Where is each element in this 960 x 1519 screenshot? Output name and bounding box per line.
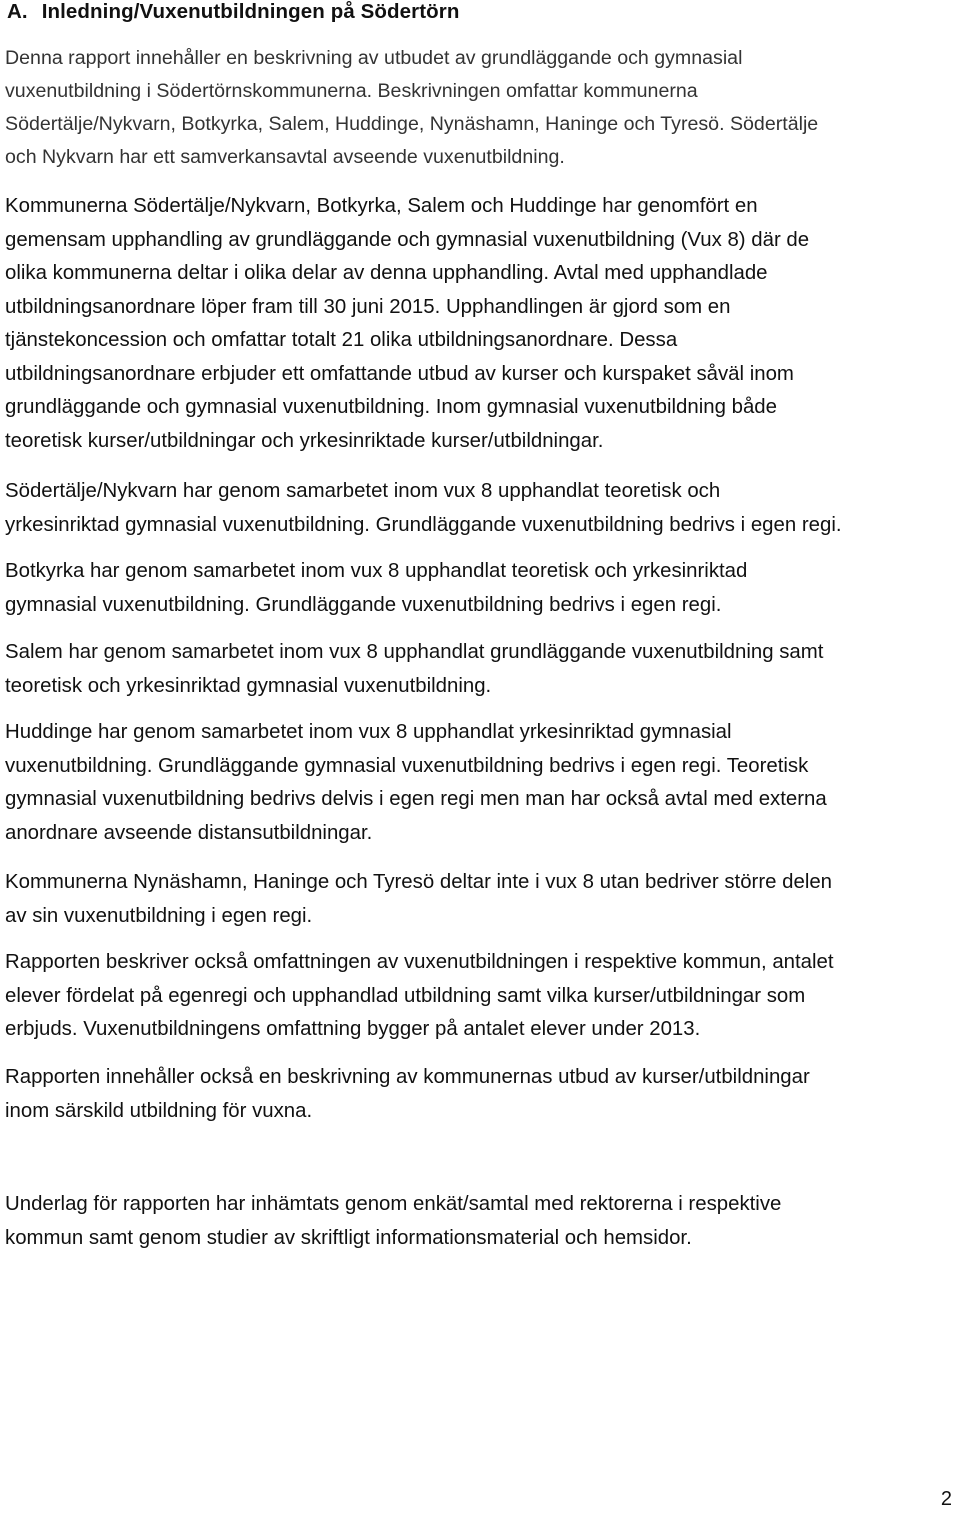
paragraph-line: vuxenutbildning i Södertörnskommunerna. Beskrivningen omfattar kommunerna xyxy=(5,80,698,102)
paragraph-line: anordnare avseende distansutbildningar. xyxy=(5,821,373,844)
paragraph-line: elever fördelat på egenregi och upphandlad utbildning samt vilka kurser/utbildningar som xyxy=(5,984,806,1007)
paragraph-line: grundläggande och gymnasial vuxenutbildning. Inom gymnasial vuxenutbildning både xyxy=(5,396,777,418)
paragraph-line: kommun samt genom studier av skriftligt informationsmaterial och hemsidor. xyxy=(5,1226,692,1249)
paragraph-botkyrka xyxy=(5,555,960,622)
paragraph-line: Södertälje/Nykvarn har genom samarbetet inom vux 8 upphandlat teoretisk och xyxy=(5,480,721,502)
paragraph-line: vuxenutbildning. Grundläggande gymnasial vuxenutbildning bedrivs i egen regi. Teoretisk xyxy=(5,754,809,777)
paragraph-line: Södertälje/Nykvarn, Botkyrka, Salem, Huddinge, Nynäshamn, Haninge och Tyresö. Södertälje xyxy=(5,113,819,135)
paragraph-line: erbjuds. Vuxenutbildningens omfattning bygger på antalet elever under 2013. xyxy=(5,1018,701,1040)
paragraph-line: olika kommunerna deltar i olika delar av denna upphandling. Avtal med upphandlade xyxy=(5,262,768,284)
paragraph-line: Kommunerna Södertälje/Nykvarn, Botkyrka, Salem och Huddinge har genomfört en xyxy=(5,195,758,217)
paragraph-line: yrkesinriktad gymnasial vuxenutbildning. Grundläggande vuxenutbildning bedrivs i egen regi. xyxy=(5,513,842,536)
paragraph-line: teoretisk kurser/utbildningar och yrkesinriktade kurser/utbildningar. xyxy=(5,429,604,452)
paragraph-line: gymnasial vuxenutbildning. Grundläggande vuxenutbildning bedrivs i egen regi. xyxy=(5,593,722,616)
paragraph-nynashamn-haninge-tyreso xyxy=(5,866,960,933)
paragraph-huddinge xyxy=(5,716,960,850)
paragraph-line: utbildningsanordnare erbjuder ett omfattande utbud av kurser och kurspaket såväl inom xyxy=(5,362,794,385)
paragraph-line: av sin vuxenutbildning i egen regi. xyxy=(5,904,313,927)
paragraph-line: Kommunerna Nynäshamn, Haninge och Tyresö deltar inte i vux 8 utan bedriver större delen xyxy=(5,871,833,893)
paragraph-special-education xyxy=(5,1061,960,1128)
page-number: 2 xyxy=(940,1488,952,1510)
paragraph-line: gemensam upphandling av grundläggande och gymnasial vuxenutbildning (Vux 8) där de xyxy=(5,228,810,251)
paragraph-line: tjänstekoncession och omfattar totalt 21 olika utbildningsanordnare. Dessa xyxy=(5,329,678,351)
paragraph-intro xyxy=(5,42,960,174)
paragraph-sodertalje xyxy=(5,475,960,542)
paragraph-line: Salem har genom samarbetet inom vux 8 upphandlat grundläggande vuxenutbildning samt xyxy=(5,641,824,663)
paragraph-report-scope xyxy=(5,946,960,1047)
paragraph-joint-procurement xyxy=(5,190,960,458)
section-title: Inledning/Vuxenutbildningen på Södertörn xyxy=(41,0,460,23)
paragraph-line: Underlag för rapporten har inhämtats genom enkät/samtal med rektorerna i respektive xyxy=(5,1193,782,1215)
paragraph-salem xyxy=(5,636,960,703)
paragraph-line: Huddinge har genom samarbetet inom vux 8 upphandlat yrkesinriktad gymnasial xyxy=(5,721,732,743)
paragraph-line: och Nykvarn har ett samverkansavtal avseende vuxenutbildning. xyxy=(5,146,565,168)
section-number: A. xyxy=(7,0,28,23)
paragraph-line: Denna rapport innehåller en beskrivning av utbudet av grundläggande och gymnasial xyxy=(5,47,743,69)
paragraph-line: utbildningsanordnare löper fram till 30 juni 2015. Upphandlingen är gjord som en xyxy=(5,295,731,318)
paragraph-line: inom särskild utbildning för vuxna. xyxy=(5,1099,313,1122)
section-heading xyxy=(7,0,460,24)
paragraph-line: teoretisk och yrkesinriktad gymnasial vuxenutbildning. xyxy=(5,674,492,697)
paragraph-line: gymnasial vuxenutbildning bedrivs delvis i egen regi men man har också avtal med externa xyxy=(5,788,827,810)
paragraph-line: Rapporten innehåller också en beskrivning av kommunernas utbud av kurser/utbildningar xyxy=(5,1066,810,1088)
paragraph-line: Rapporten beskriver också omfattningen av vuxenutbildningen i respektive kommun, antalet xyxy=(5,951,834,973)
paragraph-line: Botkyrka har genom samarbetet inom vux 8 upphandlat teoretisk och yrkesinriktad xyxy=(5,560,748,582)
paragraph-sources xyxy=(5,1188,960,1255)
